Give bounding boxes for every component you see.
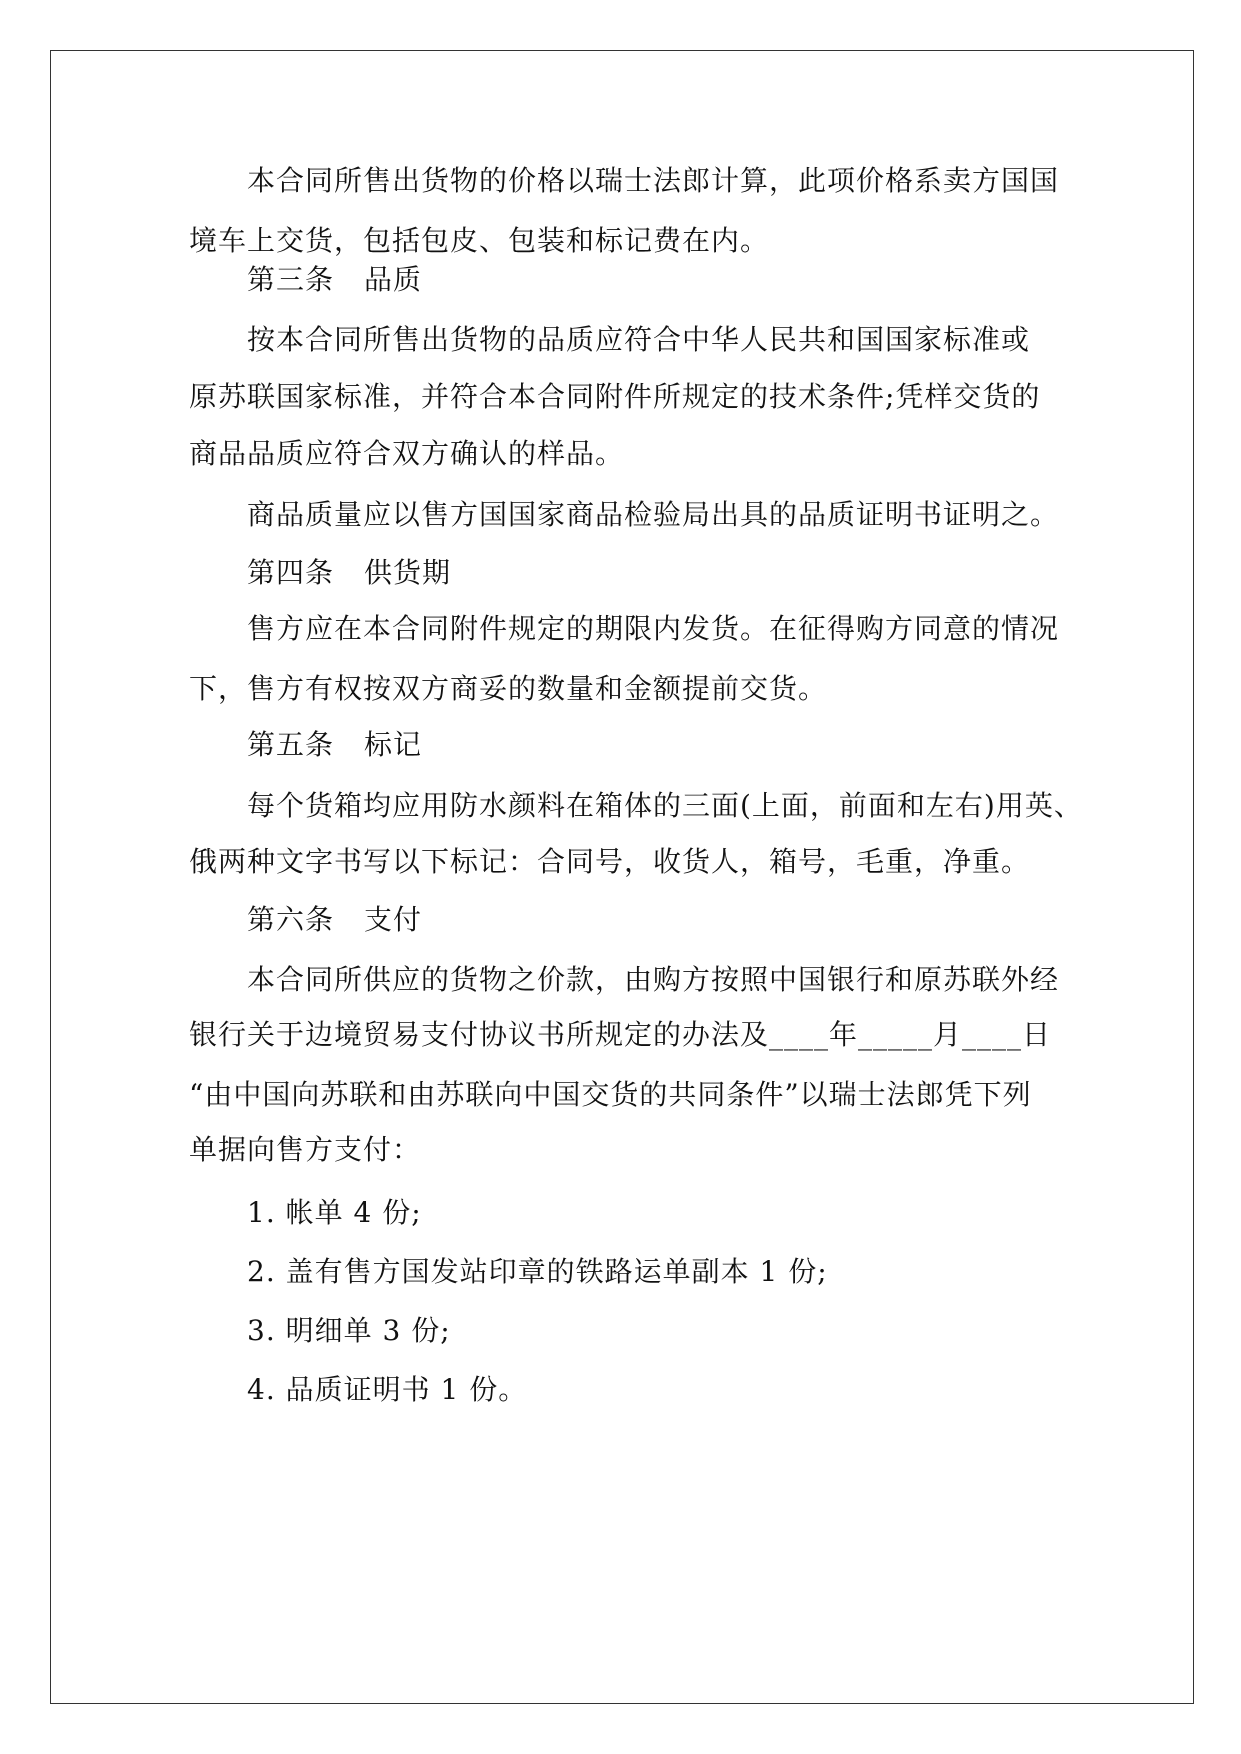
paragraph-line: 本合同所售出货物的价格以瑞士法郎计算，此项价格系卖方国国 <box>247 164 1060 197</box>
list-item: 4. 品质证明书 1 份。 <box>247 1373 528 1406</box>
list-item: 3. 明细单 3 份; <box>247 1314 451 1347</box>
paragraph-line: 单据向售方支付： <box>189 1133 422 1166</box>
article-number: 第五条 <box>247 728 335 761</box>
paragraph-line: 按本合同所售出货物的品质应符合中华人民共和国国家标准或 <box>247 323 1031 356</box>
paragraph-line: “由中国向苏联和由苏联向中国交货的共同条件”以瑞士法郎凭下列 <box>189 1078 1032 1111</box>
list-item: 1. 帐单 4 份; <box>247 1196 422 1229</box>
article-title: 品质 <box>364 263 423 296</box>
paragraph-line: 商品品质应符合双方确认的样品。 <box>189 437 625 470</box>
paragraph-line: 下，售方有权按双方商妥的数量和金额提前交货。 <box>189 672 828 705</box>
paragraph-line: 境车上交货，包括包皮、包装和标记费在内。 <box>189 224 770 257</box>
paragraph-line: 售方应在本合同附件规定的期限内发货。在征得购方同意的情况 <box>247 612 1060 645</box>
article-number: 第三条 <box>247 263 335 296</box>
list-item: 2. 盖有售方国发站印章的铁路运单副本 1 份; <box>247 1255 828 1288</box>
paragraph-line: 银行关于边境贸易支付协议书所规定的办法及____年_____月____日 <box>189 1018 1052 1051</box>
article-number: 第六条 <box>247 903 335 936</box>
article-heading <box>247 260 422 300</box>
paragraph-line: 商品质量应以售方国国家商品检验局出具的品质证明书证明之。 <box>247 498 1060 531</box>
article-title: 供货期 <box>364 556 452 589</box>
paragraph-line: 俄两种文字书写以下标记：合同号，收货人，箱号，毛重，净重。 <box>189 845 1031 878</box>
article-title: 标记 <box>364 728 423 761</box>
article-heading <box>247 725 422 765</box>
paragraph-line: 原苏联国家标准，并符合本合同附件所规定的技术条件;凭样交货的 <box>189 380 1041 413</box>
article-number: 第四条 <box>247 556 335 589</box>
paragraph-line: 每个货箱均应用防水颜料在箱体的三面(上面，前面和左右)用英、 <box>247 789 1083 822</box>
article-title: 支付 <box>364 903 423 936</box>
paragraph-line: 本合同所供应的货物之价款，由购方按照中国银行和原苏联外经 <box>247 963 1060 996</box>
article-heading <box>247 553 451 593</box>
article-heading <box>247 900 422 940</box>
